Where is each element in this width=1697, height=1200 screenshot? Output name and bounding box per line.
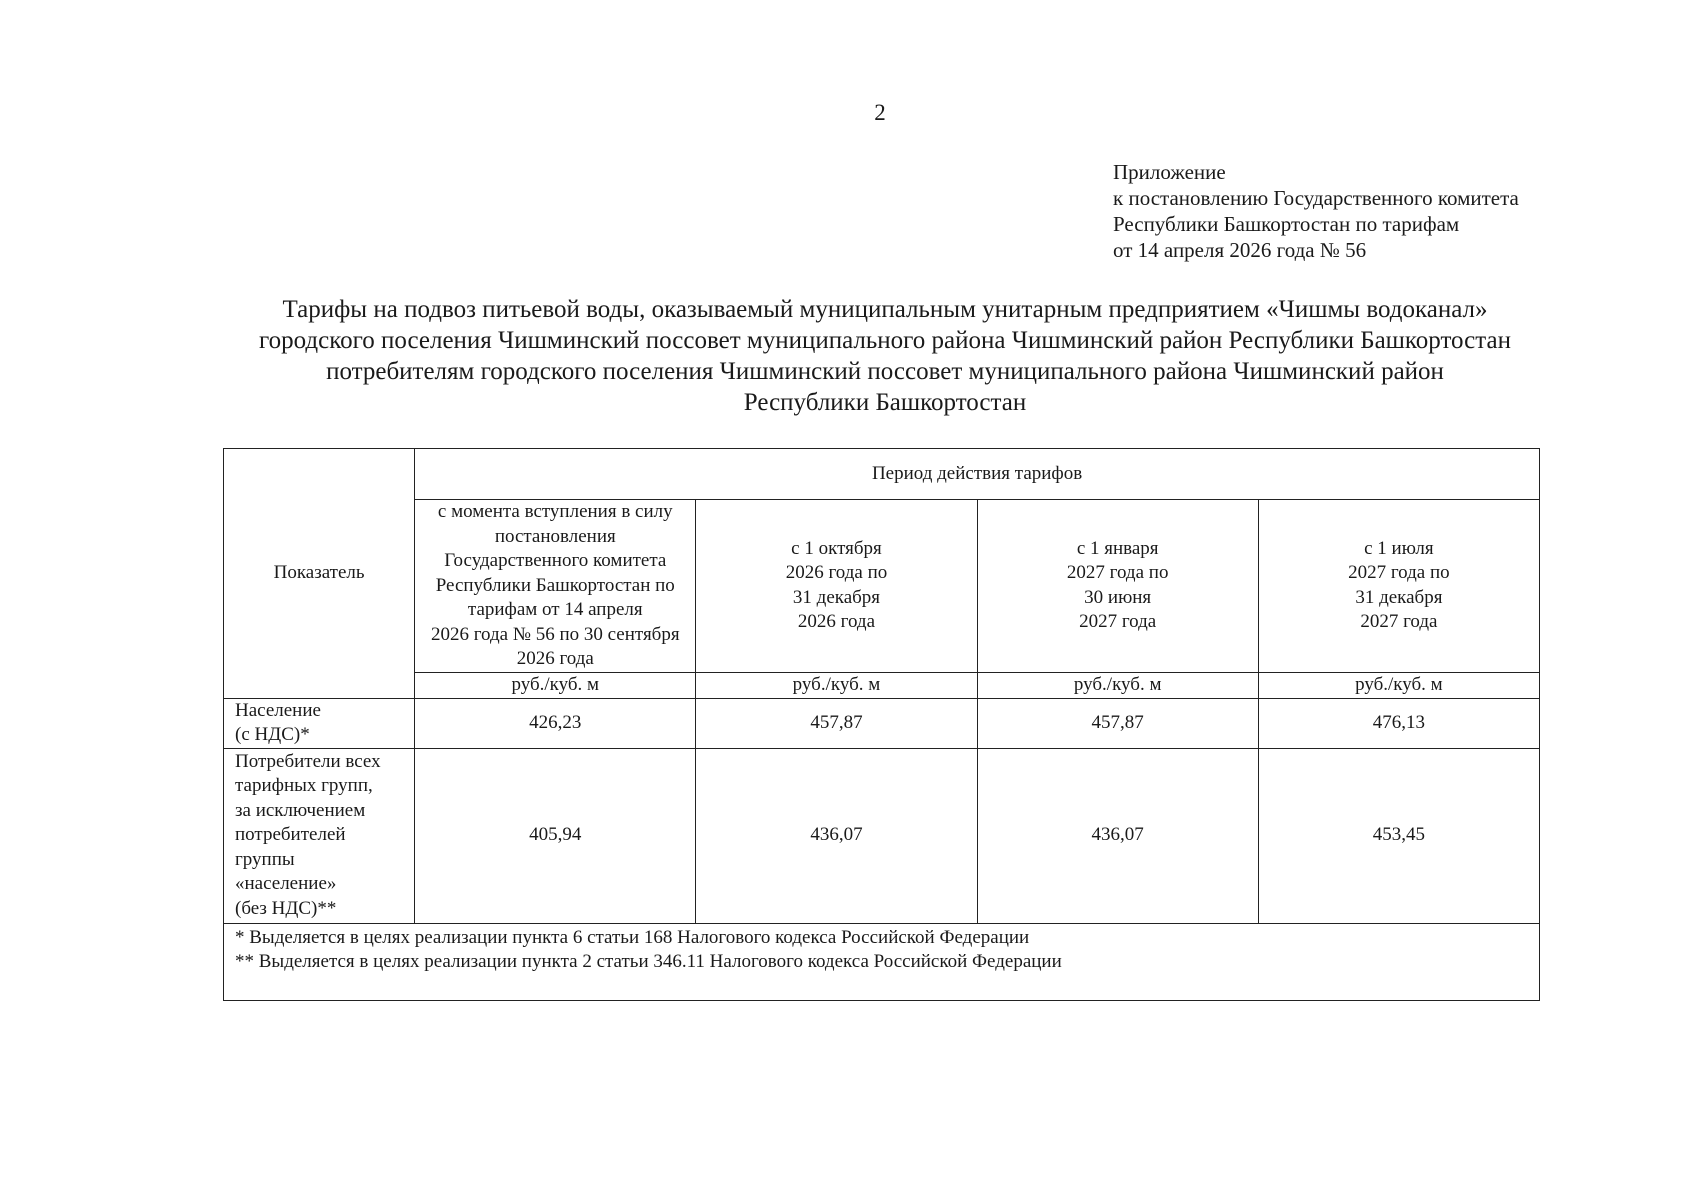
row-label-line: Потребители всех <box>235 750 381 772</box>
tariff-value: 476,13 <box>1258 698 1539 748</box>
period-header: Период действия тарифов <box>415 449 1540 500</box>
row-label-line: группы <box>235 848 295 870</box>
row-label-line: «население» <box>235 873 337 895</box>
table-row <box>224 748 1540 923</box>
period-line: 2026 года <box>797 611 876 633</box>
tariff-table <box>223 448 1540 1001</box>
row-label-line: за исключением <box>235 799 366 821</box>
tariff-value: 457,87 <box>977 698 1258 748</box>
row-label-line: Население <box>235 699 321 721</box>
tariff-value: 436,07 <box>977 748 1258 923</box>
title-line: городского поселения Чишминский поссовет муниципального района Чишминский район Республики Башкортостан <box>258 327 1511 354</box>
period-line: 2026 года № 56 по 30 сентября <box>430 623 680 645</box>
period-cell <box>415 500 696 673</box>
period-line: тарифам от 14 апреля <box>467 599 643 620</box>
period-line: с момента вступления в силу <box>437 501 673 522</box>
appendix-line: Республики Башкортостан по тарифам <box>1113 212 1460 236</box>
period-cell <box>696 500 977 673</box>
period-line: 2027 года по <box>1348 562 1450 584</box>
period-line: с 1 июля <box>1364 537 1434 559</box>
row-label-line: (с НДС)* <box>235 724 310 745</box>
footnote: * Выделяется в целях реализации пункта 6 статьи 168 Налогового кодекса Российской Федерации <box>235 926 1030 948</box>
period-line: Республики Башкортостан по <box>435 574 675 596</box>
title-line: Тарифы на подвоз питьевой воды, оказываемый муниципальным унитарным предприятием «Чишмы водоканал» <box>282 296 1488 323</box>
period-row <box>224 500 1540 673</box>
appendix-line: Приложение <box>1113 160 1226 184</box>
period-line: 2027 года по <box>1066 562 1169 584</box>
unit-cell: руб./куб. м <box>977 672 1258 698</box>
period-line: Государственного комитета <box>444 550 667 571</box>
footnotes <box>224 923 1540 1000</box>
period-line: с 1 октября <box>791 537 882 559</box>
unit-cell: руб./куб. м <box>1258 672 1539 698</box>
period-line: 31 декабря <box>792 586 881 608</box>
period-line: 2027 года <box>1360 611 1438 633</box>
indicator-header: Показатель <box>224 449 415 699</box>
appendix-line: от 14 апреля 2026 года № 56 <box>1113 238 1367 262</box>
tariff-value: 453,45 <box>1258 748 1539 923</box>
period-line: 2026 года <box>516 648 594 669</box>
table-header-row <box>224 449 1540 500</box>
period-cell <box>1258 500 1539 673</box>
period-line: 30 июня <box>1084 586 1152 608</box>
row-label <box>224 748 415 923</box>
period-line: 2027 года <box>1079 611 1157 633</box>
unit-cell: руб./куб. м <box>696 672 977 698</box>
period-line: 2026 года по <box>785 562 888 584</box>
footnote: ** Выделяется в целях реализации пункта 2 статьи 346.11 Налогового кодекса Российской Федерации <box>235 951 1062 972</box>
page-number: 2 <box>874 100 886 125</box>
period-line: постановления <box>494 525 616 547</box>
period-cell <box>977 500 1258 673</box>
row-label-line: потребителей <box>235 824 346 846</box>
row-label-line: тарифных групп, <box>235 775 373 797</box>
unit-cell: руб./куб. м <box>415 672 696 698</box>
appendix-line: к постановлению Государственного комитета <box>1113 186 1519 210</box>
title-line: Республики Башкортостан <box>743 389 1027 416</box>
tariff-value: 457,87 <box>696 698 977 748</box>
unit-row <box>224 672 1540 698</box>
appendix-block <box>1113 159 1519 263</box>
tariff-value: 426,23 <box>415 698 696 748</box>
tariff-value: 436,07 <box>696 748 977 923</box>
period-line: 31 декабря <box>1355 586 1443 608</box>
row-label-line: (без НДС)** <box>235 897 337 919</box>
table-row <box>224 698 1540 748</box>
document-title <box>190 294 1580 418</box>
row-label <box>224 698 415 748</box>
title-line: потребителям городского поселения Чишминский поссовет муниципального района Чишминский район <box>326 358 1444 385</box>
footnotes-row <box>224 923 1540 1000</box>
period-line: с 1 января <box>1076 537 1159 559</box>
tariff-value: 405,94 <box>415 748 696 923</box>
